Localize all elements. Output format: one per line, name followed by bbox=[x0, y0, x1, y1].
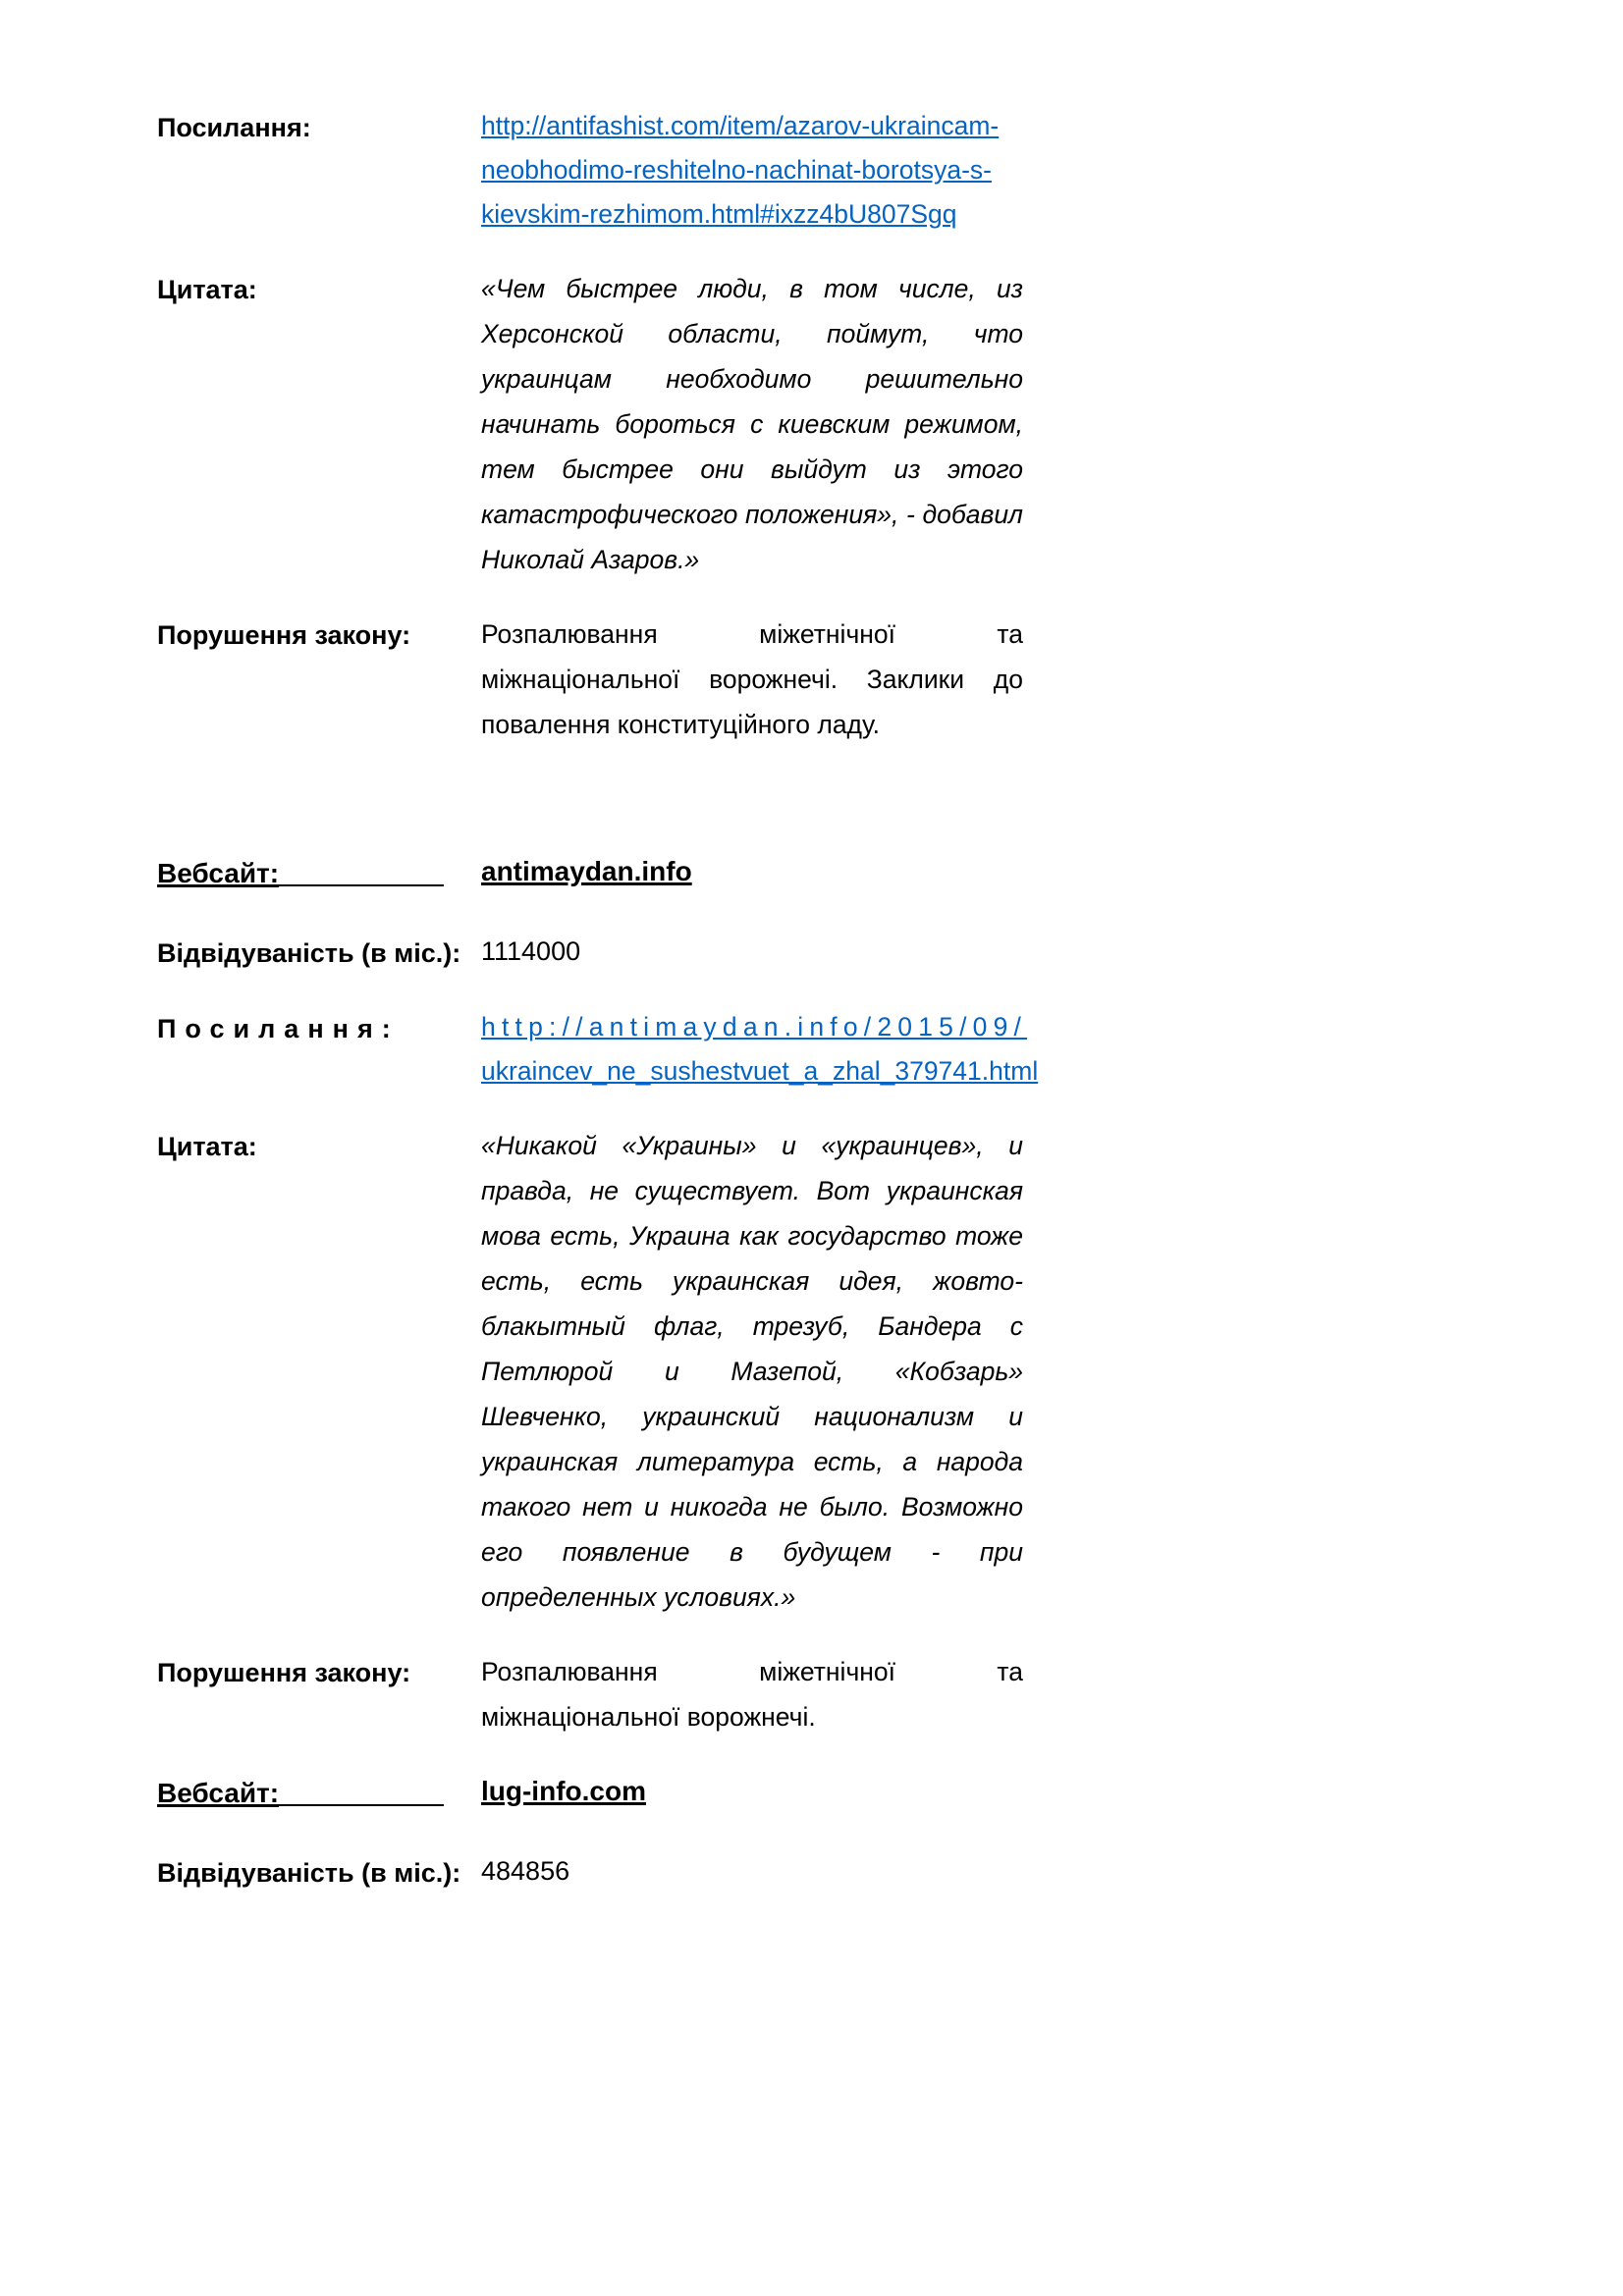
link-value bbox=[481, 1005, 1039, 1094]
field-row-violation-2 bbox=[157, 1649, 1023, 1739]
link-label: Посилання: bbox=[157, 113, 311, 142]
hyperlink-line: http://antifashist.com/item/azarov-ukraincam- bbox=[481, 111, 1000, 140]
antifashist-hyperlink[interactable] bbox=[481, 104, 1023, 237]
hyperlink-line: neobhodimo-reshitelno-nachinat-borotsya-s- bbox=[481, 155, 992, 185]
violation-text: Розпалювання міжетнічної та міжнаціональної ворожнечі. bbox=[481, 1657, 1023, 1732]
field-row-website-3 bbox=[157, 1769, 1023, 1816]
violation-text: Розпалювання міжетнічної та міжнаціональної ворожнечі. Заклики до повалення конституційного ладу. bbox=[481, 619, 1023, 739]
hyperlink-line: http://antimaydan.info/2015/09/ bbox=[481, 1012, 1028, 1041]
quote-text: «Чем быстрее люди, в том числе, из Херсонской области, поймут, что украинцам необходимо решительно начинать бороться с киевским режимом, тем быстрее они выйдут из этого катастрофического положения», - добавил Николай Азаров.» bbox=[481, 274, 1023, 574]
website-name: antimaydan.info bbox=[481, 856, 692, 886]
visits-value: 484856 bbox=[481, 1856, 570, 1886]
hyperlink-line: kievskim-rezhimom.html#ixzz4bU807Sgq bbox=[481, 199, 957, 229]
website-label-cell bbox=[157, 849, 481, 896]
visits-value: 1114000 bbox=[481, 936, 581, 966]
visits-label: Відвідуваність (в міс.): bbox=[157, 938, 461, 968]
visits-label: Відвідуваність (в міс.): bbox=[157, 1858, 461, 1888]
field-row-visits-3 bbox=[157, 1849, 1023, 1896]
website-label-cell bbox=[157, 1769, 481, 1816]
field-row-visits-2 bbox=[157, 930, 1023, 976]
violation-label: Порушення закону: bbox=[157, 620, 411, 650]
field-row-violation-1 bbox=[157, 612, 1023, 747]
hyperlink-line: ukraincev_ne_sushestvuet_a_zhal_379741.html bbox=[481, 1056, 1039, 1086]
quote-label: Цитата: bbox=[157, 1132, 257, 1161]
website-value-cell bbox=[481, 1769, 1023, 1814]
field-row-quote-1 bbox=[157, 266, 1023, 582]
website-label: Вебсайт: bbox=[157, 1778, 280, 1808]
field-row-quote-2 bbox=[157, 1123, 1023, 1620]
website-label: Вебсайт: bbox=[157, 858, 280, 888]
website-name: lug-info.com bbox=[481, 1776, 646, 1806]
field-row-link-1 bbox=[157, 104, 1023, 237]
underline-tab bbox=[279, 855, 444, 886]
link-value bbox=[481, 104, 1023, 237]
field-row-website-2 bbox=[157, 849, 1023, 896]
field-row-link-2 bbox=[157, 1005, 1039, 1094]
website-value-cell bbox=[481, 849, 1023, 894]
quote-text: «Никакой «Украины» и «украинцев», и правда, не существует. Вот украинская мова есть, Украина как государство тоже есть, есть украинская идея, жовто-блакытный флаг, трезуб, Бандера с Петлюрой и Мазепой, «Кобзарь» Шевченко, украинский национализм и украинская литература есть, а народа такого нет и никогда не было. Возможно его появление в будущем - при определенных условиях.» bbox=[481, 1131, 1023, 1612]
antimaydan-hyperlink[interactable] bbox=[481, 1005, 1039, 1094]
violation-label: Порушення закону: bbox=[157, 1658, 411, 1687]
link-label: Посилання: bbox=[157, 1014, 400, 1043]
quote-label: Цитата: bbox=[157, 275, 257, 304]
underline-tab bbox=[279, 1775, 444, 1806]
document-content bbox=[157, 104, 1039, 1925]
